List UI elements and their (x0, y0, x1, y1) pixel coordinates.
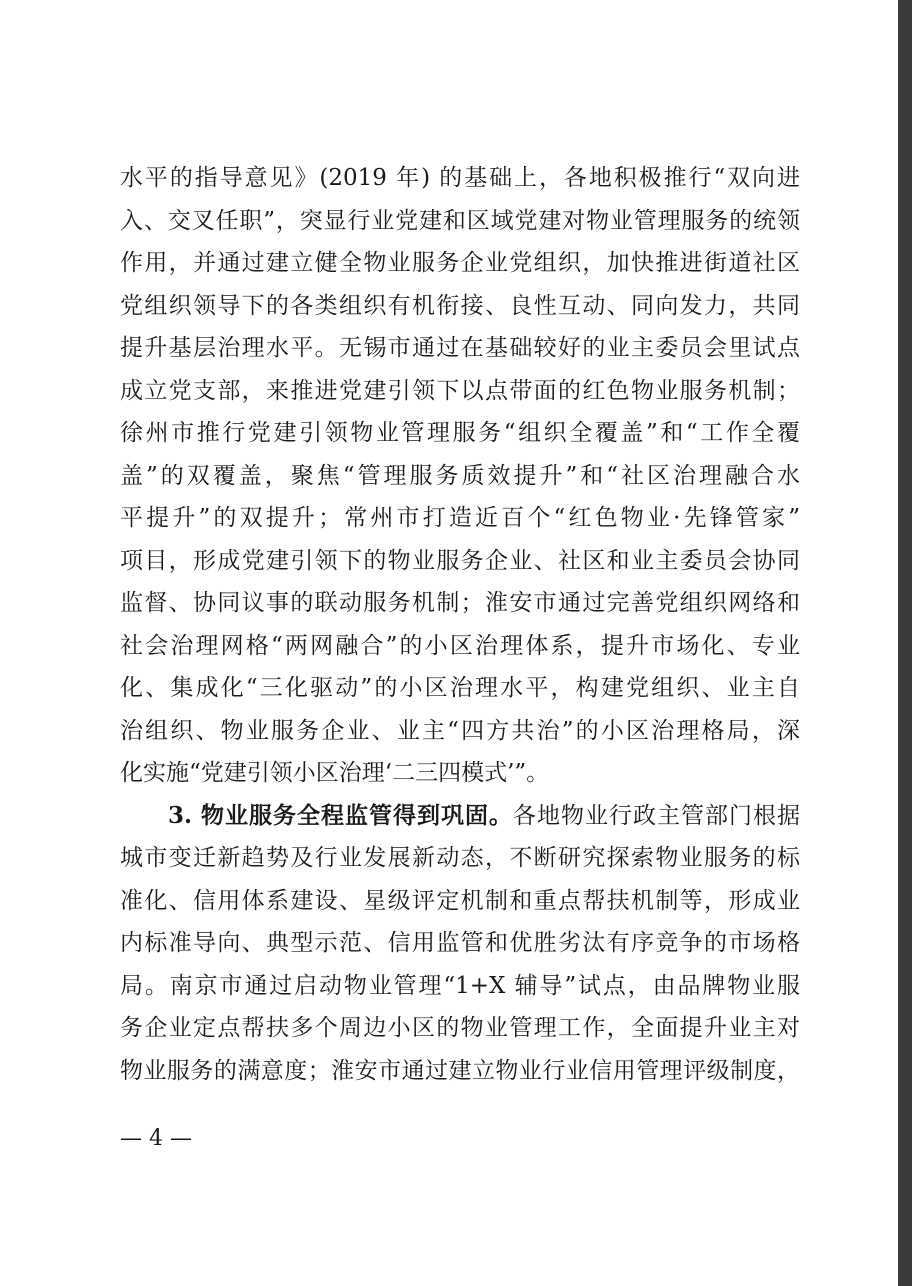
section-3-first-line-text: 各地物业行政主管部门根据 (513, 802, 801, 829)
paragraph-line: 项目，形成党建引领下的物业服务企业、社区和业主委员会协同 (120, 547, 800, 574)
paragraph-line: 成立党支部，来推进党建引领下以点带面的红色物业服务机制； (120, 377, 800, 404)
paragraph-line: 化、集成化“三化驱动”的小区治理水平，构建党组织、业主自 (120, 675, 800, 701)
section-3-first-line (168, 796, 800, 836)
paragraph-line: 作用，并通过建立健全物业服务企业党组织，加快推进街道社区 (120, 250, 800, 276)
paragraph-line: 局。南京市通过启动物业管理“1+X 辅导”试点，由品牌物业服 (120, 972, 800, 999)
section-3-heading: 3. 物业服务全程监管得到巩固。 (168, 801, 514, 829)
paragraph-line: 化实施“党建引领小区治理‘二三四模式’”。 (120, 760, 550, 786)
paragraph-line: 平提升”的双提升；常州市打造近百个“红色物业·先锋管家” (120, 505, 800, 531)
paragraph-line: 党组织领导下的各类组织有机衔接、良性互动、同向发力，共同 (120, 292, 800, 319)
page-number: — 4 — (120, 1126, 192, 1151)
paragraph-line: 务企业定点帮扶多个周边小区的物业管理工作，全面提升业主对 (120, 1015, 800, 1041)
page-edge-border (898, 0, 912, 1286)
paragraph-line: 入、交叉任职”，突显行业党建和区域党建对物业管理服务的统领 (120, 207, 800, 234)
paragraph-line: 提升基层治理水平。无锡市通过在基础较好的业主委员会里试点 (120, 335, 800, 361)
paragraph-line: 社会治理网格“两网融合”的小区治理体系，提升市场化、专业 (120, 632, 800, 659)
paragraph-line: 准化、信用体系建设、星级评定机制和重点帮扶机制等，形成业 (120, 887, 800, 914)
paragraph-line: 治组织、物业服务企业、业主“四方共治”的小区治理格局，深 (120, 717, 800, 744)
paragraph-line: 水平的指导意见》(2019 年) 的基础上，各地积极推行“双向进 (120, 165, 800, 191)
paragraph-line: 内标准导向、典型示范、信用监管和优胜劣汰有序竞争的市场格 (120, 930, 800, 956)
paragraph-line: 监督、协同议事的联动服务机制；淮安市通过完善党组织网络和 (120, 590, 800, 616)
paragraph-line: 盖”的双覆盖，聚焦“管理服务质效提升”和“社区治理融合水 (120, 462, 800, 489)
paragraph-line: 物业服务的满意度；淮安市通过建立物业行业信用管理评级制度， (120, 1057, 800, 1084)
paragraph-line: 城市变迁新趋势及行业发展新动态，不断研究探索物业服务的标 (120, 845, 800, 871)
paragraph-line: 徐州市推行党建引领物业管理服务“组织全覆盖”和“工作全覆 (120, 420, 800, 446)
